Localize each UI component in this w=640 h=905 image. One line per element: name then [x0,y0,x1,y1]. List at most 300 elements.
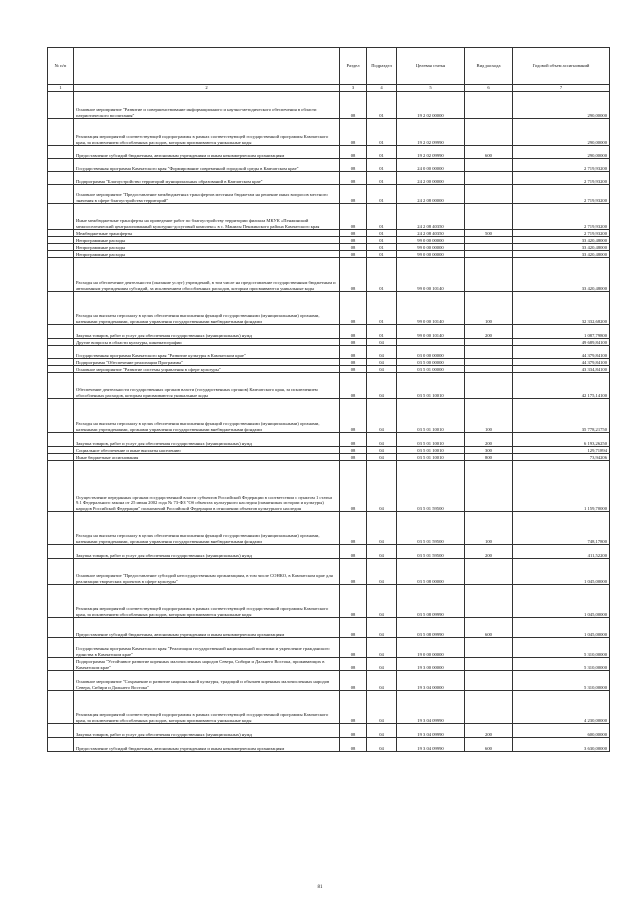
row-vr-cell [465,585,513,618]
row-name-cell: Расходы на выплаты персоналу в целях обеспечения выполнения функций государственными (муниципальными) органами, казенными учреждениями, органами управления государственными внебюджетными фондами [74,292,340,325]
row-amount-cell: 2 719,93200 [513,172,610,185]
row-number-cell [48,325,74,339]
row-razdel-cell: 08 [340,671,367,691]
row-podrazdel-cell: 04 [367,433,397,447]
row-vr-cell [465,92,513,119]
row-csr-cell: 19 3 04 09990 [397,738,465,752]
row-podrazdel-cell: 01 [367,244,397,251]
row-csr-cell: 03 5 01 10010 [397,447,465,454]
row-podrazdel-cell: 04 [367,461,397,512]
row-razdel-cell: 08 [340,339,367,346]
row-razdel-cell: 08 [340,325,367,339]
row-amount-cell: 1 045,00000 [513,585,610,618]
table-row [48,366,610,373]
row-name-cell: Основное мероприятие "Предоставление межбюджетных трансфертов местным бюджетам на решение иных вопросов местного значения в сфере благоустройства территорий" [74,185,340,204]
row-razdel-cell: 08 [340,244,367,251]
row-amount-cell: 35 778,21750 [513,399,610,433]
row-podrazdel-cell: 04 [367,738,397,752]
row-csr-cell: 19 0 00 00000 [397,638,465,658]
row-name-cell: Государственная программа Камчатского края "Развитие культуры в Камчатском крае" [74,346,340,359]
row-csr-cell: 24 2 00 00000 [397,172,465,185]
row-csr-cell: 03 5 01 59500 [397,545,465,559]
table-header-row [48,48,610,85]
row-number-cell [48,638,74,658]
budget-table [47,47,610,752]
table-row [48,359,610,366]
table-row [48,258,610,292]
row-podrazdel-cell: 04 [367,691,397,724]
row-number-cell [48,185,74,204]
col-number: 5 [397,85,465,92]
row-razdel-cell: 08 [340,119,367,146]
row-number-cell [48,724,74,738]
table-row [48,724,610,738]
row-name-cell: Расходы на выплаты персоналу в целях обеспечения выполнения функций государственными (муниципальными) органами, казенными учреждениями, органами управления государственными внебюджетными фондами [74,512,340,545]
row-number-cell [48,433,74,447]
table-row [48,454,610,461]
col-number: 3 [340,85,367,92]
row-name-cell: Предоставление субсидий бюджетным, автономным учреждениям и иным некоммерческим организациям [74,618,340,638]
header-razdel: Раздел [340,48,367,85]
row-razdel-cell: 08 [340,251,367,258]
row-vr-cell [465,359,513,366]
row-podrazdel-cell: 01 [367,251,397,258]
row-podrazdel-cell: 01 [367,204,397,230]
row-csr-cell: 03 5 08 09990 [397,618,465,638]
row-name-cell: Социальное обеспечение и иные выплаты населению [74,447,340,454]
row-number-cell [48,292,74,325]
header-vr: Вид расхода [465,48,513,85]
table-row [48,146,610,159]
row-razdel-cell: 08 [340,454,367,461]
row-amount-cell: 43 334,84100 [513,366,610,373]
row-podrazdel-cell: 04 [367,724,397,738]
row-name-cell: Государственная программа Камчатского края "Реализация государственной национальной политики и укрепление гражданского единства в Камчатском крае" [74,638,340,658]
row-number-cell [48,92,74,119]
table-body [48,92,610,752]
table-row [48,638,610,658]
row-name-cell: Закупка товаров, работ и услуг для обеспечения государственных (муниципальных) нужд [74,545,340,559]
row-number-cell [48,691,74,724]
row-name-cell: Межбюджетные трансферты [74,230,340,237]
row-podrazdel-cell: 01 [367,258,397,292]
row-csr-cell: 03 5 01 59500 [397,512,465,545]
row-name-cell: Непрограммные расходы [74,237,340,244]
table-row [48,185,610,204]
row-razdel-cell: 08 [340,172,367,185]
row-amount-cell: 44 379,84100 [513,359,610,366]
row-amount-cell: 2 719,93200 [513,204,610,230]
table-row [48,399,610,433]
header-amount: Годовой объем ассигнований [513,48,610,85]
row-razdel-cell: 08 [340,638,367,658]
row-amount-cell: 3 630,00000 [513,738,610,752]
table-row [48,292,610,325]
row-vr-cell: 100 [465,292,513,325]
table-row [48,325,610,339]
row-razdel-cell: 08 [340,258,367,292]
row-number-cell [48,258,74,292]
table-row [48,512,610,545]
table-row [48,461,610,512]
row-vr-cell: 200 [465,433,513,447]
row-amount-cell: 33 420,48000 [513,244,610,251]
row-number-cell [48,346,74,359]
row-razdel-cell: 08 [340,461,367,512]
row-amount-cell: 290,00000 [513,119,610,146]
row-vr-cell [465,373,513,399]
row-razdel-cell: 08 [340,292,367,325]
col-number: 4 [367,85,397,92]
row-number-cell [48,618,74,638]
row-amount-cell: 1 045,00000 [513,618,610,638]
row-podrazdel-cell: 04 [367,618,397,638]
row-name-cell: Подпрограмма "Благоустройство территорий муниципальных образований в Камчатском крае" [74,172,340,185]
row-razdel-cell: 08 [340,738,367,752]
row-vr-cell [465,366,513,373]
row-csr-cell: 03 5 01 10010 [397,373,465,399]
row-razdel-cell: 08 [340,512,367,545]
row-vr-cell: 100 [465,512,513,545]
row-razdel-cell: 08 [340,724,367,738]
row-csr-cell: 19 2 02 09990 [397,146,465,159]
row-name-cell: Основное мероприятие "Развитие и совершенствование информационного и научно-методического обеспечения в области патриотического воспитания" [74,92,340,119]
row-name-cell: Государственная программа Камчатского края "Формирование современной городской среды в Камчатском крае" [74,159,340,172]
row-amount-cell: 1 087,79800 [513,325,610,339]
row-name-cell: Обеспечение деятельности государственных органов власти (государственных органов) Камчатского края, за исключением обособленных расходов, которым присваиваются уникальные коды [74,373,340,399]
row-number-cell [48,454,74,461]
row-vr-cell [465,559,513,585]
row-razdel-cell: 08 [340,559,367,585]
table-row [48,119,610,146]
row-name-cell: Расходы на выплаты персоналу в целях обеспечения выполнения функций государственными (муниципальными) органами, казенными учреждениями, органами управления государственными внебюджетными фондами [74,399,340,433]
row-name-cell: Иные бюджетные ассигнования [74,454,340,461]
row-name-cell: Непрограммные расходы [74,251,340,258]
row-name-cell: Подпрограмма "Обеспечение реализации Программы" [74,359,340,366]
row-number-cell [48,159,74,172]
table-row [48,204,610,230]
table-row [48,447,610,454]
row-number-cell [48,658,74,671]
row-podrazdel-cell: 01 [367,92,397,119]
row-vr-cell [465,159,513,172]
row-amount-cell: 5 310,00000 [513,658,610,671]
row-podrazdel-cell: 04 [367,658,397,671]
budget-table-sheet [47,47,609,752]
row-razdel-cell: 08 [340,366,367,373]
row-number-cell [48,461,74,512]
row-vr-cell [465,461,513,512]
row-podrazdel-cell: 04 [367,545,397,559]
row-vr-cell [465,691,513,724]
row-razdel-cell: 08 [340,359,367,366]
row-amount-cell: 600,00000 [513,724,610,738]
row-number-cell [48,204,74,230]
row-number-cell [48,251,74,258]
table-row [48,92,610,119]
row-razdel-cell: 08 [340,447,367,454]
row-podrazdel-cell: 04 [367,559,397,585]
row-name-cell: Реализация мероприятий соответствующей подпрограммы в рамках соответствующей государственной программы Камчатского края, за исключением обособленных расходов, которым присваиваются уникальные коды [74,119,340,146]
row-vr-cell: 100 [465,399,513,433]
row-name-cell: Закупка товаров, работ и услуг для обеспечения государственных (муниципальных) нужд [74,724,340,738]
row-number-cell [48,237,74,244]
row-csr-cell: 03 5 01 10010 [397,399,465,433]
row-csr-cell: 99 0 00 10140 [397,292,465,325]
row-name-cell: Осуществление переданных органам государственной власти субъектов Российской Федерации в соответствии с пунктом 1 статьи 9.1 Федерального закона от 25 июня 2002 года № 73-ФЗ "Об объектах культурного наследия (памятниках истории и культуры) народов Российской Федерации" полномочий Российской Федерации в отношении объектов культурного наследия [74,461,340,512]
col-number: 1 [48,85,74,92]
row-number-cell [48,545,74,559]
table-row [48,559,610,585]
row-name-cell: Реализация мероприятий соответствующей подпрограммы в рамках соответствующей государственной программы Камчатского края, за исключением обособленных расходов, которым присваиваются уникальные коды [74,691,340,724]
row-amount-cell: 1 045,00000 [513,559,610,585]
row-number-cell [48,559,74,585]
row-csr-cell: 19 3 00 00000 [397,658,465,671]
row-vr-cell [465,172,513,185]
table-row [48,671,610,691]
row-csr-cell: 03 5 08 00000 [397,559,465,585]
row-podrazdel-cell: 01 [367,292,397,325]
row-amount-cell: 5 310,00000 [513,638,610,658]
row-amount-cell: 2 719,93200 [513,159,610,172]
row-vr-cell: 200 [465,545,513,559]
row-vr-cell [465,119,513,146]
row-number-cell [48,399,74,433]
row-vr-cell [465,658,513,671]
row-csr-cell: 99 0 00 00000 [397,244,465,251]
row-name-cell: Непрограммные расходы [74,244,340,251]
row-razdel-cell: 08 [340,618,367,638]
row-csr-cell: 03 5 08 09990 [397,585,465,618]
row-amount-cell: 748,17800 [513,512,610,545]
row-vr-cell [465,339,513,346]
row-amount-cell: 2 719,93200 [513,185,610,204]
row-amount-cell: 33 420,48000 [513,251,610,258]
table-row [48,373,610,399]
row-name-cell: Расходы на обеспечение деятельности (оказание услуг) учреждений, в том числе на предоставление государственным бюджетным и автономным учреждениям субсидий, за исключением обособленных расходов, которым присваиваются уникальные коды [74,258,340,292]
row-amount-cell: 2 719,93200 [513,230,610,237]
row-csr-cell: 19 3 04 00000 [397,671,465,691]
row-razdel-cell: 08 [340,159,367,172]
col-number: 7 [513,85,610,92]
header-csr: Целевая статья [397,48,465,85]
row-podrazdel-cell: 04 [367,454,397,461]
table-row [48,237,610,244]
row-amount-cell: 32 332,68200 [513,292,610,325]
row-name-cell: Основное мероприятие "Сохранение и развитие национальной культуры, традиций и обычаев коренных малочисленных народов Севера, Сибири и Дальнего Востока" [74,671,340,691]
row-amount-cell: 33 420,48000 [513,237,610,244]
row-podrazdel-cell: 04 [367,339,397,346]
table-row [48,244,610,251]
row-vr-cell: 500 [465,230,513,237]
row-amount-cell: 33 420,48000 [513,258,610,292]
row-csr-cell: 24 2 08 40350 [397,230,465,237]
row-number-cell [48,366,74,373]
row-razdel-cell: 08 [340,658,367,671]
row-number-cell [48,172,74,185]
row-csr-cell: 24 2 08 40350 [397,204,465,230]
row-amount-cell: 5 310,00000 [513,671,610,691]
row-number-cell [48,512,74,545]
row-name-cell: Основное мероприятие "Предоставление субсидий негосударственным организациям, в том числе СОНКО, в Камчатском крае для реализации творческих проектов в сфере культуры" [74,559,340,585]
row-vr-cell: 600 [465,738,513,752]
row-razdel-cell: 08 [340,433,367,447]
row-vr-cell [465,671,513,691]
row-name-cell: Закупка товаров, работ и услуг для обеспечения государственных (муниципальных) нужд [74,325,340,339]
table-row [48,339,610,346]
row-razdel-cell: 08 [340,185,367,204]
row-razdel-cell: 08 [340,545,367,559]
header-podrazdel: Подраздел [367,48,397,85]
row-razdel-cell: 08 [340,146,367,159]
row-amount-cell: 290,00000 [513,92,610,119]
row-name-cell: Иные межбюджетные трансферты на проведение работ по благоустройству территории филиала МКУК «Пенжинский межпоселенческий централизованный культурно-досуговый комплекс» в с. Манилы Пенжинского района Камчатского края [74,204,340,230]
row-number-cell [48,373,74,399]
row-name-cell: Предоставление субсидий бюджетным, автономным учреждениям и иным некоммерческим организациям [74,738,340,752]
row-name-cell: Реализация мероприятий соответствующей подпрограммы в рамках соответствующей государственной программы Камчатского края, за исключением обособленных расходов, которым присваиваются уникальные коды [74,585,340,618]
table-row [48,658,610,671]
row-vr-cell: 300 [465,447,513,454]
row-vr-cell [465,258,513,292]
row-number-cell [48,585,74,618]
row-podrazdel-cell: 01 [367,146,397,159]
row-csr-cell: 99 0 00 00000 [397,237,465,244]
row-amount-cell: 6 193,26250 [513,433,610,447]
row-vr-cell [465,638,513,658]
row-amount-cell: 44 379,84100 [513,346,610,359]
row-amount-cell: 411,52200 [513,545,610,559]
row-podrazdel-cell: 01 [367,325,397,339]
row-csr-cell: 03 5 01 59500 [397,461,465,512]
row-vr-cell [465,237,513,244]
row-csr-cell: 03 5 00 00000 [397,359,465,366]
row-amount-cell: 42 175,14100 [513,373,610,399]
row-amount-cell: 129,71894 [513,447,610,454]
row-number-cell [48,119,74,146]
table-row [48,159,610,172]
row-number-cell [48,447,74,454]
row-csr-cell [397,339,465,346]
table-row [48,346,610,359]
header-num: № п/п [48,48,74,85]
row-amount-cell: 73,94206 [513,454,610,461]
row-vr-cell [465,185,513,204]
row-csr-cell: 03 5 01 00000 [397,366,465,373]
row-razdel-cell: 08 [340,237,367,244]
row-vr-cell: 800 [465,454,513,461]
row-vr-cell [465,346,513,359]
row-podrazdel-cell: 04 [367,585,397,618]
table-row [48,585,610,618]
row-podrazdel-cell: 01 [367,119,397,146]
table-row [48,172,610,185]
table-row [48,230,610,237]
row-csr-cell: 99 0 00 00000 [397,251,465,258]
row-csr-cell: 03 5 01 10010 [397,433,465,447]
row-razdel-cell: 08 [340,230,367,237]
table-row [48,691,610,724]
row-podrazdel-cell: 04 [367,512,397,545]
row-vr-cell: 600 [465,146,513,159]
row-vr-cell: 200 [465,724,513,738]
row-csr-cell: 24 2 08 00000 [397,185,465,204]
row-amount-cell: 49 689,84100 [513,339,610,346]
col-number: 2 [74,85,340,92]
table-row [48,738,610,752]
row-podrazdel-cell: 01 [367,159,397,172]
row-name-cell: Предоставление субсидий бюджетным, автономным учреждениям и иным некоммерческим организациям [74,146,340,159]
row-csr-cell: 03 0 00 00000 [397,346,465,359]
table-row [48,545,610,559]
row-name-cell: Закупка товаров, работ и услуг для обеспечения государственных (муниципальных) нужд [74,433,340,447]
row-csr-cell: 24 0 00 00000 [397,159,465,172]
page-number: 81 [317,885,323,890]
header-name [74,48,340,85]
row-name-cell: Подпрограмма "Устойчивое развитие коренных малочисленных народов Севера, Сибири и Дальнего Востока, проживающих в Камчатском крае" [74,658,340,671]
row-csr-cell: 03 5 01 10010 [397,454,465,461]
row-razdel-cell: 08 [340,399,367,433]
row-csr-cell: 19 2 02 00000 [397,92,465,119]
row-amount-cell: 4 230,00000 [513,691,610,724]
row-podrazdel-cell: 01 [367,237,397,244]
row-podrazdel-cell: 04 [367,346,397,359]
row-razdel-cell: 08 [340,92,367,119]
table-row [48,251,610,258]
row-podrazdel-cell: 01 [367,230,397,237]
row-vr-cell: 200 [465,325,513,339]
row-number-cell [48,244,74,251]
row-amount-cell: 1 159,70000 [513,461,610,512]
row-podrazdel-cell: 04 [367,399,397,433]
row-vr-cell [465,251,513,258]
row-podrazdel-cell: 04 [367,373,397,399]
row-number-cell [48,339,74,346]
row-csr-cell: 19 3 04 09990 [397,724,465,738]
row-podrazdel-cell: 01 [367,185,397,204]
row-podrazdel-cell: 04 [367,447,397,454]
row-razdel-cell: 08 [340,373,367,399]
row-number-cell [48,230,74,237]
col-number: 6 [465,85,513,92]
row-vr-cell [465,244,513,251]
row-podrazdel-cell: 04 [367,359,397,366]
row-csr-cell: 99 0 00 10140 [397,258,465,292]
table-row [48,618,610,638]
row-razdel-cell: 08 [340,691,367,724]
row-podrazdel-cell: 04 [367,366,397,373]
row-name-cell: Основное мероприятие "Развитие системы управления в сфере культуры" [74,366,340,373]
row-number-cell [48,146,74,159]
table-row [48,433,610,447]
row-razdel-cell: 08 [340,346,367,359]
row-csr-cell: 19 2 02 09990 [397,119,465,146]
row-podrazdel-cell: 04 [367,638,397,658]
row-razdel-cell: 08 [340,585,367,618]
row-csr-cell: 99 0 00 10140 [397,325,465,339]
row-vr-cell: 600 [465,618,513,638]
row-razdel-cell: 08 [340,204,367,230]
row-podrazdel-cell: 04 [367,671,397,691]
row-number-cell [48,738,74,752]
row-podrazdel-cell: 01 [367,172,397,185]
row-vr-cell [465,204,513,230]
row-name-cell: Другие вопросы в области культуры, кинематографии [74,339,340,346]
row-amount-cell: 290,00000 [513,146,610,159]
row-number-cell [48,359,74,366]
column-numbers-row [48,85,610,92]
row-csr-cell: 19 3 04 09990 [397,691,465,724]
row-number-cell [48,671,74,691]
